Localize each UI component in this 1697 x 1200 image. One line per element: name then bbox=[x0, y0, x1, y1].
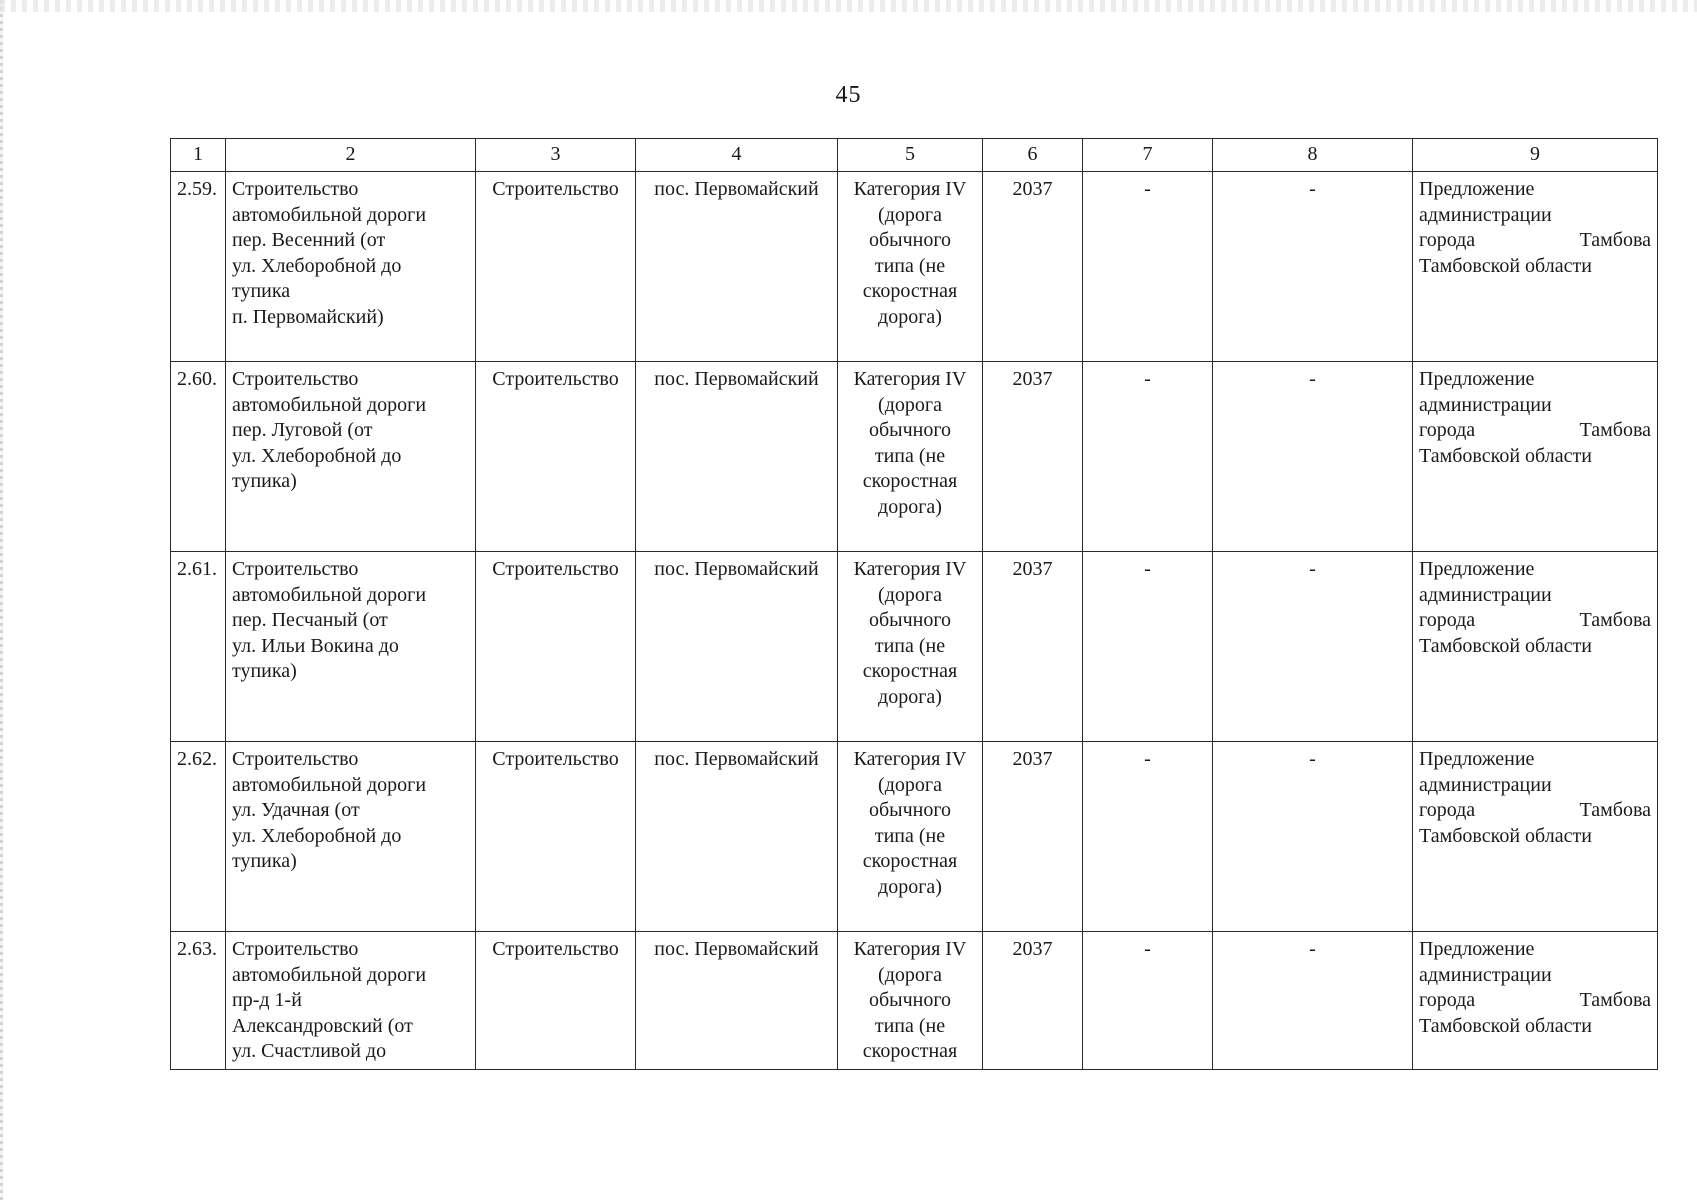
object-name-line: Строительство bbox=[232, 938, 359, 960]
proposal-source-line: города Тамбова bbox=[1419, 419, 1651, 441]
column-header-4: 4 bbox=[636, 139, 838, 172]
proposal-source-line: Предложение bbox=[1419, 368, 1535, 390]
proposal-source-cell bbox=[1413, 552, 1658, 742]
object-name-line: пр-д 1-й bbox=[232, 989, 302, 1011]
scan-edge-left bbox=[0, 0, 3, 1200]
object-name-line: п. Первомайский) bbox=[232, 305, 384, 328]
proposal-source-line: Предложение bbox=[1419, 748, 1535, 770]
object-name-line: ул. Удачная (от bbox=[232, 799, 360, 821]
road-category-cell bbox=[838, 172, 983, 362]
object-name-line: автомобильной дороги bbox=[232, 773, 427, 796]
road-category-line: дорога) bbox=[878, 305, 942, 328]
object-name-line: тупика) bbox=[232, 660, 297, 682]
work-type-cell: Строительство bbox=[476, 552, 636, 742]
row-number-cell: 2.63. bbox=[171, 932, 226, 1070]
work-type-cell: Строительство bbox=[476, 172, 636, 362]
object-name-line: тупика) bbox=[232, 470, 297, 492]
road-category-line: типа (не bbox=[874, 254, 946, 277]
proposal-source-line: администрации bbox=[1419, 583, 1552, 606]
road-category-line: скоростная bbox=[862, 470, 958, 492]
proposal-source-line: Тамбовской области bbox=[1419, 444, 1592, 467]
proposal-source-line: Тамбовской области bbox=[1419, 634, 1592, 657]
object-name-line: тупика bbox=[232, 280, 291, 302]
road-category-line: (дорога bbox=[878, 393, 942, 416]
proposal-source-line: Предложение bbox=[1419, 938, 1535, 960]
column-8-value-cell: - bbox=[1213, 172, 1413, 362]
work-type-cell: Строительство bbox=[476, 932, 636, 1070]
completion-year-cell: 2037 bbox=[983, 172, 1083, 362]
scan-edge-top bbox=[0, 0, 1697, 12]
road-category-line: скоростная bbox=[862, 850, 958, 872]
road-category-line: типа (не bbox=[874, 444, 946, 467]
proposal-source-line: Тамбовской области bbox=[1419, 824, 1592, 847]
object-name-line: Александровский (от bbox=[232, 1014, 413, 1037]
object-name-cell bbox=[226, 362, 476, 552]
location-cell: пос. Первомайский bbox=[636, 172, 838, 362]
road-category-line: скоростная bbox=[862, 280, 958, 302]
road-category-line: обычного bbox=[868, 419, 952, 441]
column-header-9: 9 bbox=[1413, 139, 1658, 172]
column-7-value-cell: - bbox=[1083, 362, 1213, 552]
object-name-line: автомобильной дороги bbox=[232, 963, 427, 986]
column-header-7: 7 bbox=[1083, 139, 1213, 172]
road-category-line: скоростная bbox=[862, 1040, 958, 1062]
object-name-line: Строительство bbox=[232, 368, 359, 390]
location-cell: пос. Первомайский bbox=[636, 552, 838, 742]
object-name-cell bbox=[226, 172, 476, 362]
completion-year-cell: 2037 bbox=[983, 742, 1083, 932]
proposal-source-cell bbox=[1413, 172, 1658, 362]
proposal-source-line: администрации bbox=[1419, 393, 1552, 416]
object-name-line: Строительство bbox=[232, 178, 359, 200]
column-header-1: 1 bbox=[171, 139, 226, 172]
column-header-3: 3 bbox=[476, 139, 636, 172]
row-number-cell: 2.60. bbox=[171, 362, 226, 552]
proposal-source-line: Предложение bbox=[1419, 178, 1535, 200]
road-category-line: дорога) bbox=[878, 875, 942, 898]
proposal-source-line: города Тамбова bbox=[1419, 609, 1651, 631]
road-category-line: (дорога bbox=[878, 963, 942, 986]
column-7-value-cell: - bbox=[1083, 552, 1213, 742]
object-name-line: ул. Хлеборобной до bbox=[232, 444, 402, 467]
work-type-cell: Строительство bbox=[476, 742, 636, 932]
proposal-source-line: Предложение bbox=[1419, 558, 1535, 580]
road-category-line: обычного bbox=[868, 989, 952, 1011]
row-number-cell: 2.62. bbox=[171, 742, 226, 932]
object-name-line: ул. Ильи Вокина до bbox=[232, 634, 399, 657]
object-name-line: ул. Хлеборобной до bbox=[232, 254, 402, 277]
row-number-cell: 2.61. bbox=[171, 552, 226, 742]
road-category-line: Категория IV bbox=[853, 938, 967, 960]
proposal-source-cell bbox=[1413, 362, 1658, 552]
road-category-line: обычного bbox=[868, 609, 952, 631]
table-row bbox=[171, 742, 1658, 932]
road-category-line: Категория IV bbox=[853, 368, 967, 390]
object-name-line: Строительство bbox=[232, 558, 359, 580]
object-name-cell bbox=[226, 552, 476, 742]
object-name-line: автомобильной дороги bbox=[232, 203, 427, 226]
proposal-source-cell bbox=[1413, 742, 1658, 932]
object-name-line: пер. Весенний (от bbox=[232, 229, 386, 251]
proposal-source-line: города Тамбова bbox=[1419, 989, 1651, 1011]
column-header-5: 5 bbox=[838, 139, 983, 172]
location-cell: пос. Первомайский bbox=[636, 932, 838, 1070]
road-category-line: дорога) bbox=[878, 495, 942, 518]
column-header-8: 8 bbox=[1213, 139, 1413, 172]
object-name-line: пер. Песчаный (от bbox=[232, 609, 388, 631]
object-name-cell bbox=[226, 932, 476, 1070]
location-cell: пос. Первомайский bbox=[636, 742, 838, 932]
road-category-line: Категория IV bbox=[853, 178, 967, 200]
road-category-line: (дорога bbox=[878, 583, 942, 606]
road-category-line: (дорога bbox=[878, 203, 942, 226]
proposal-source-line: Тамбовской области bbox=[1419, 1014, 1592, 1037]
object-name-cell bbox=[226, 742, 476, 932]
road-category-cell bbox=[838, 932, 983, 1070]
road-category-cell bbox=[838, 362, 983, 552]
column-8-value-cell: - bbox=[1213, 362, 1413, 552]
object-name-line: ул. Хлеборобной до bbox=[232, 824, 402, 847]
road-category-line: типа (не bbox=[874, 824, 946, 847]
road-category-line: скоростная bbox=[862, 660, 958, 682]
road-category-line: типа (не bbox=[874, 634, 946, 657]
road-category-line: дорога) bbox=[878, 685, 942, 708]
proposal-source-line: администрации bbox=[1419, 203, 1552, 226]
table-row bbox=[171, 172, 1658, 362]
table-row bbox=[171, 362, 1658, 552]
table-row bbox=[171, 552, 1658, 742]
column-8-value-cell: - bbox=[1213, 552, 1413, 742]
proposal-source-line: города Тамбова bbox=[1419, 799, 1651, 821]
road-category-cell bbox=[838, 742, 983, 932]
table-row bbox=[171, 932, 1658, 1070]
page-number: 45 bbox=[835, 82, 862, 108]
road-category-line: (дорога bbox=[878, 773, 942, 796]
object-name-line: пер. Луговой (от bbox=[232, 419, 373, 441]
column-7-value-cell: - bbox=[1083, 172, 1213, 362]
column-7-value-cell: - bbox=[1083, 742, 1213, 932]
object-name-line: тупика) bbox=[232, 850, 297, 872]
projects-table bbox=[170, 138, 1658, 1070]
column-header-2: 2 bbox=[226, 139, 476, 172]
column-number-header-row bbox=[171, 139, 1658, 172]
proposal-source-cell bbox=[1413, 932, 1658, 1070]
column-7-value-cell: - bbox=[1083, 932, 1213, 1070]
object-name-line: ул. Счастливой до bbox=[232, 1040, 387, 1062]
proposal-source-line: Тамбовской области bbox=[1419, 254, 1592, 277]
object-name-line: Строительство bbox=[232, 748, 359, 770]
proposal-source-line: администрации bbox=[1419, 773, 1552, 796]
proposal-source-line: администрации bbox=[1419, 963, 1552, 986]
row-number-cell: 2.59. bbox=[171, 172, 226, 362]
proposal-source-line: города Тамбова bbox=[1419, 229, 1651, 251]
road-category-line: Категория IV bbox=[853, 748, 967, 770]
column-8-value-cell: - bbox=[1213, 742, 1413, 932]
table-body bbox=[171, 172, 1658, 1070]
road-category-cell bbox=[838, 552, 983, 742]
completion-year-cell: 2037 bbox=[983, 552, 1083, 742]
road-category-line: обычного bbox=[868, 229, 952, 251]
column-header-6: 6 bbox=[983, 139, 1083, 172]
road-category-line: Категория IV bbox=[853, 558, 967, 580]
work-type-cell: Строительство bbox=[476, 362, 636, 552]
road-category-line: обычного bbox=[868, 799, 952, 821]
column-8-value-cell: - bbox=[1213, 932, 1413, 1070]
road-category-line: типа (не bbox=[874, 1014, 946, 1037]
completion-year-cell: 2037 bbox=[983, 362, 1083, 552]
object-name-line: автомобильной дороги bbox=[232, 393, 427, 416]
location-cell: пос. Первомайский bbox=[636, 362, 838, 552]
object-name-line: автомобильной дороги bbox=[232, 583, 427, 606]
completion-year-cell: 2037 bbox=[983, 932, 1083, 1070]
